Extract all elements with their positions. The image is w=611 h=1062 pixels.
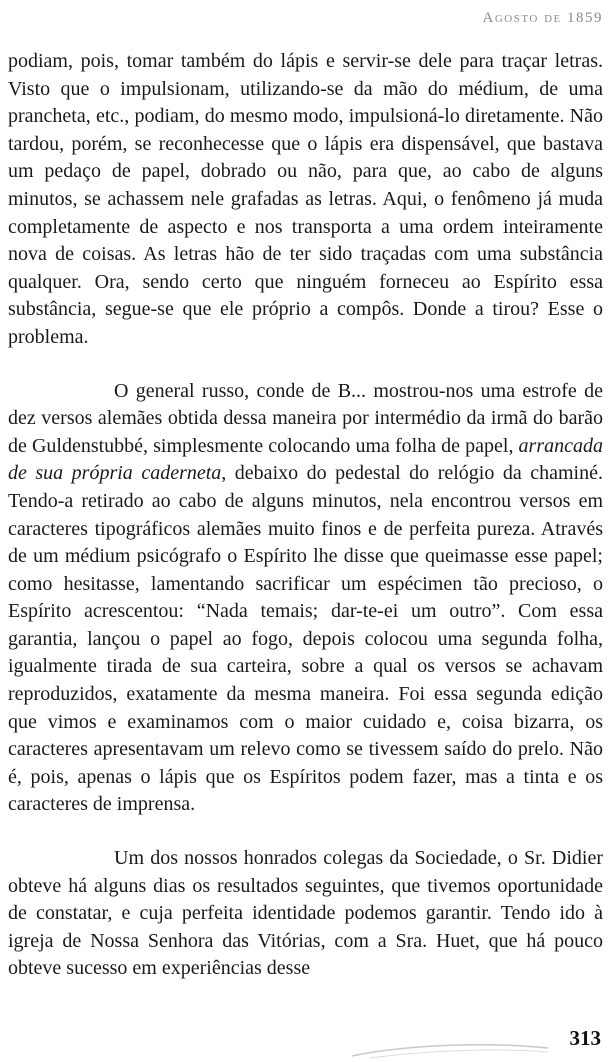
paragraph-2-text-b: , debaixo do pedestal do relógio da chaminé. Tendo-a retirado ao cabo de alguns minutos, nela encontrou versos em caracteres tipográficos alemães muito finos e de perfeita pureza. Através de um médium psicógrafo o Espírito lhe disse que queimasse esse papel; como hesitasse, lamentando sacrificar um espécimen tão precioso, o Espírito acrescentou: “Nada temais; dar-te-ei um outro”. Com essa garantia, lançou o papel ao fogo, depois colocou uma segunda folha, igualmente tirada de sua carteira, sobre a qual os versos se achavam reproduzidos, exatamente da mesma maneira. Foi essa segunda edição que vimos e examinamos com o maior cuidado e, coisa bizarra, os caracteres apresentavam um relevo como se tivessem saído do prelo. Não é, pois, apenas o lápis que os Espíritos podem fazer, mas a tinta e os caracteres de imprensa. <box>8 462 603 816</box>
page-body <box>8 48 603 983</box>
paragraph-3: Um dos nossos honrados colegas da Sociedade, o Sr. Didier obteve há alguns dias os resultados seguintes, que tivemos oportunidade de constatar, e cuja perfeita identidade podemos garantir. Tendo ido à igreja de Nossa Senhora das Vitórias, com a Sra. Huet, que há pouco obteve sucesso em experiências desse <box>8 847 603 980</box>
decorative-swoosh <box>350 1040 550 1060</box>
running-header: Agosto de 1859 <box>482 10 603 26</box>
paragraph-1: podiam, pois, tomar também do lápis e servir-se dele para traçar letras. Visto que o impulsionam, utilizando-se da mão do médium, de uma prancheta, etc., podiam, do mesmo modo, impulsioná-lo diretamente. Não tardou, porém, se reconhecesse que o lápis era dispensável, que bastava um pedaço de papel, dobrado ou não, para que, ao cabo de alguns minutos, se achassem nele grafadas as letras. Aqui, o fenômeno já muda completamente de aspecto e nos transporta a uma ordem inteiramente nova de coisas. As letras hão de ter sido traçadas com uma substância qualquer. Ora, sendo certo que ninguém forneceu ao Espírito essa substância, segue-se que ele próprio a compôs. Donde a tirou? Esse o problema. <box>8 50 603 348</box>
paragraph-2-text-a: O general russo, conde de B... mostrou-nos uma estrofe de dez versos alemães obtida dessa maneira por intermédio da irmã do barão de Guldenstubbé, simplesmente colocando uma folha de papel, <box>8 379 603 457</box>
page-number: 313 <box>569 1026 601 1050</box>
paragraph-2 <box>8 378 603 820</box>
paragraph-2-italic: arrancada de sua própria caderneta <box>8 434 603 485</box>
